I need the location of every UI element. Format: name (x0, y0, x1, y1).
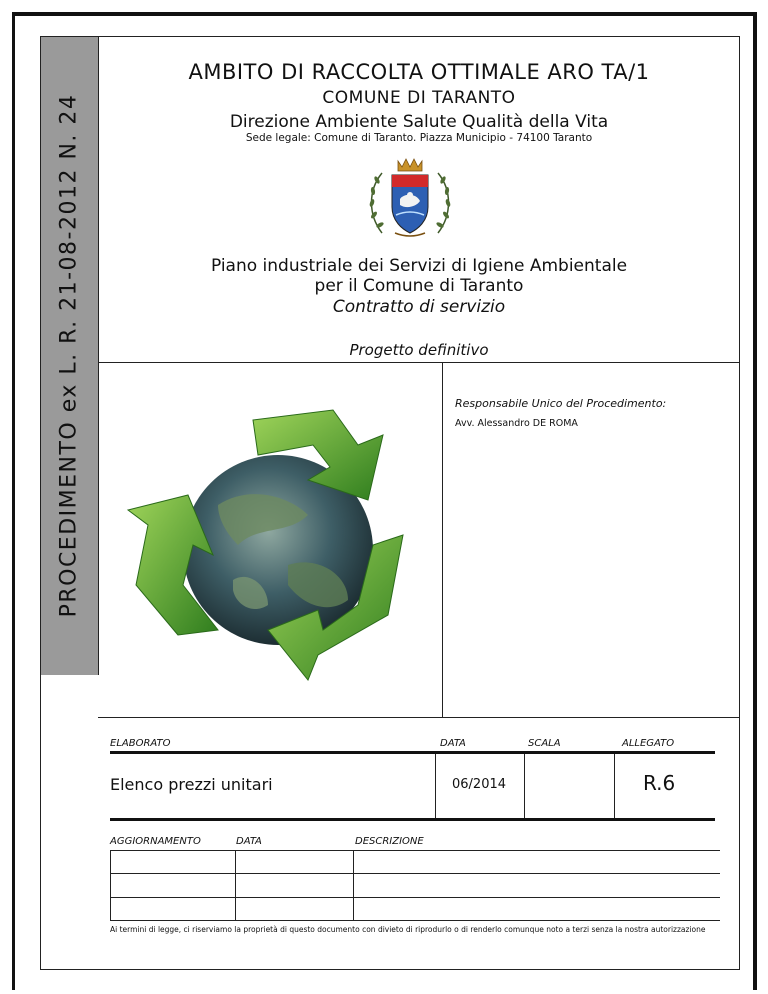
rev-row-line-4 (110, 920, 720, 921)
header-title: AMBITO DI RACCOLTA OTTIMALE ARO TA/1 (188, 60, 650, 84)
rup-label: Responsabile Unico del Procedimento: (455, 397, 667, 410)
header-scala: SCALA (528, 738, 561, 749)
header-elaborato: ELABORATO (110, 738, 171, 749)
doc-table-vline-3 (614, 754, 615, 820)
rev-row-line-1 (110, 850, 720, 851)
header-department: Direzione Ambiente Salute Qualità della Vita (229, 112, 609, 132)
doc-table-vline-1 (435, 754, 436, 820)
elaborato-value: Elenco prezzi unitari (110, 775, 273, 794)
sidebar-title: PROCEDIMENTO ex L. R. 21-08-2012 N. 24 (56, 93, 82, 618)
rev-col-line-1 (235, 850, 236, 920)
page-border-left (12, 12, 15, 990)
page-border-top (12, 12, 757, 16)
rev-row-line-2 (110, 873, 720, 874)
divider-lower (98, 717, 740, 718)
rev-col-line-2 (353, 850, 354, 920)
data-value: 06/2014 (452, 777, 507, 792)
rev-col-line-0 (110, 850, 111, 920)
divider-mid-vertical (442, 362, 443, 717)
taranto-crest-icon (360, 155, 460, 240)
header-address: Sede legale: Comune di Taranto. Piazza Municipio - 74100 Taranto (245, 132, 593, 144)
page-border-right (753, 12, 757, 990)
header-rev-data: DATA (236, 836, 262, 847)
doc-table-bottom-rule (110, 818, 715, 821)
rup-name: Avv. Alessandro DE ROMA (455, 418, 578, 429)
header-data: DATA (440, 738, 466, 749)
plan-title-line3: Contratto di servizio (332, 297, 506, 317)
sidebar (41, 37, 99, 675)
recycle-globe-icon (118, 385, 418, 685)
header-allegato: ALLEGATO (622, 738, 675, 749)
header-descrizione: DESCRIZIONE (355, 836, 424, 847)
header-aggiornamento: AGGIORNAMENTO (110, 836, 201, 847)
plan-title-line2: per il Comune di Taranto (314, 276, 524, 296)
rev-row-line-3 (110, 897, 720, 898)
header-municipality: COMUNE DI TARANTO (322, 88, 516, 108)
divider-mid-top (98, 362, 740, 363)
doc-table-vline-2 (524, 754, 525, 820)
plan-title-line1: Piano industriale dei Servizi di Igiene Ambientale (210, 256, 628, 276)
footer-note: Ai termini di legge, ci riserviamo la proprietà di questo documento con divieto di riprodurlo o di renderlo comunque noto a terzi senza la nostra autorizzazione (110, 925, 706, 934)
plan-stage: Progetto definitivo (349, 341, 489, 359)
allegato-value: R.6 (643, 771, 676, 795)
doc-table-top-rule (110, 751, 715, 754)
